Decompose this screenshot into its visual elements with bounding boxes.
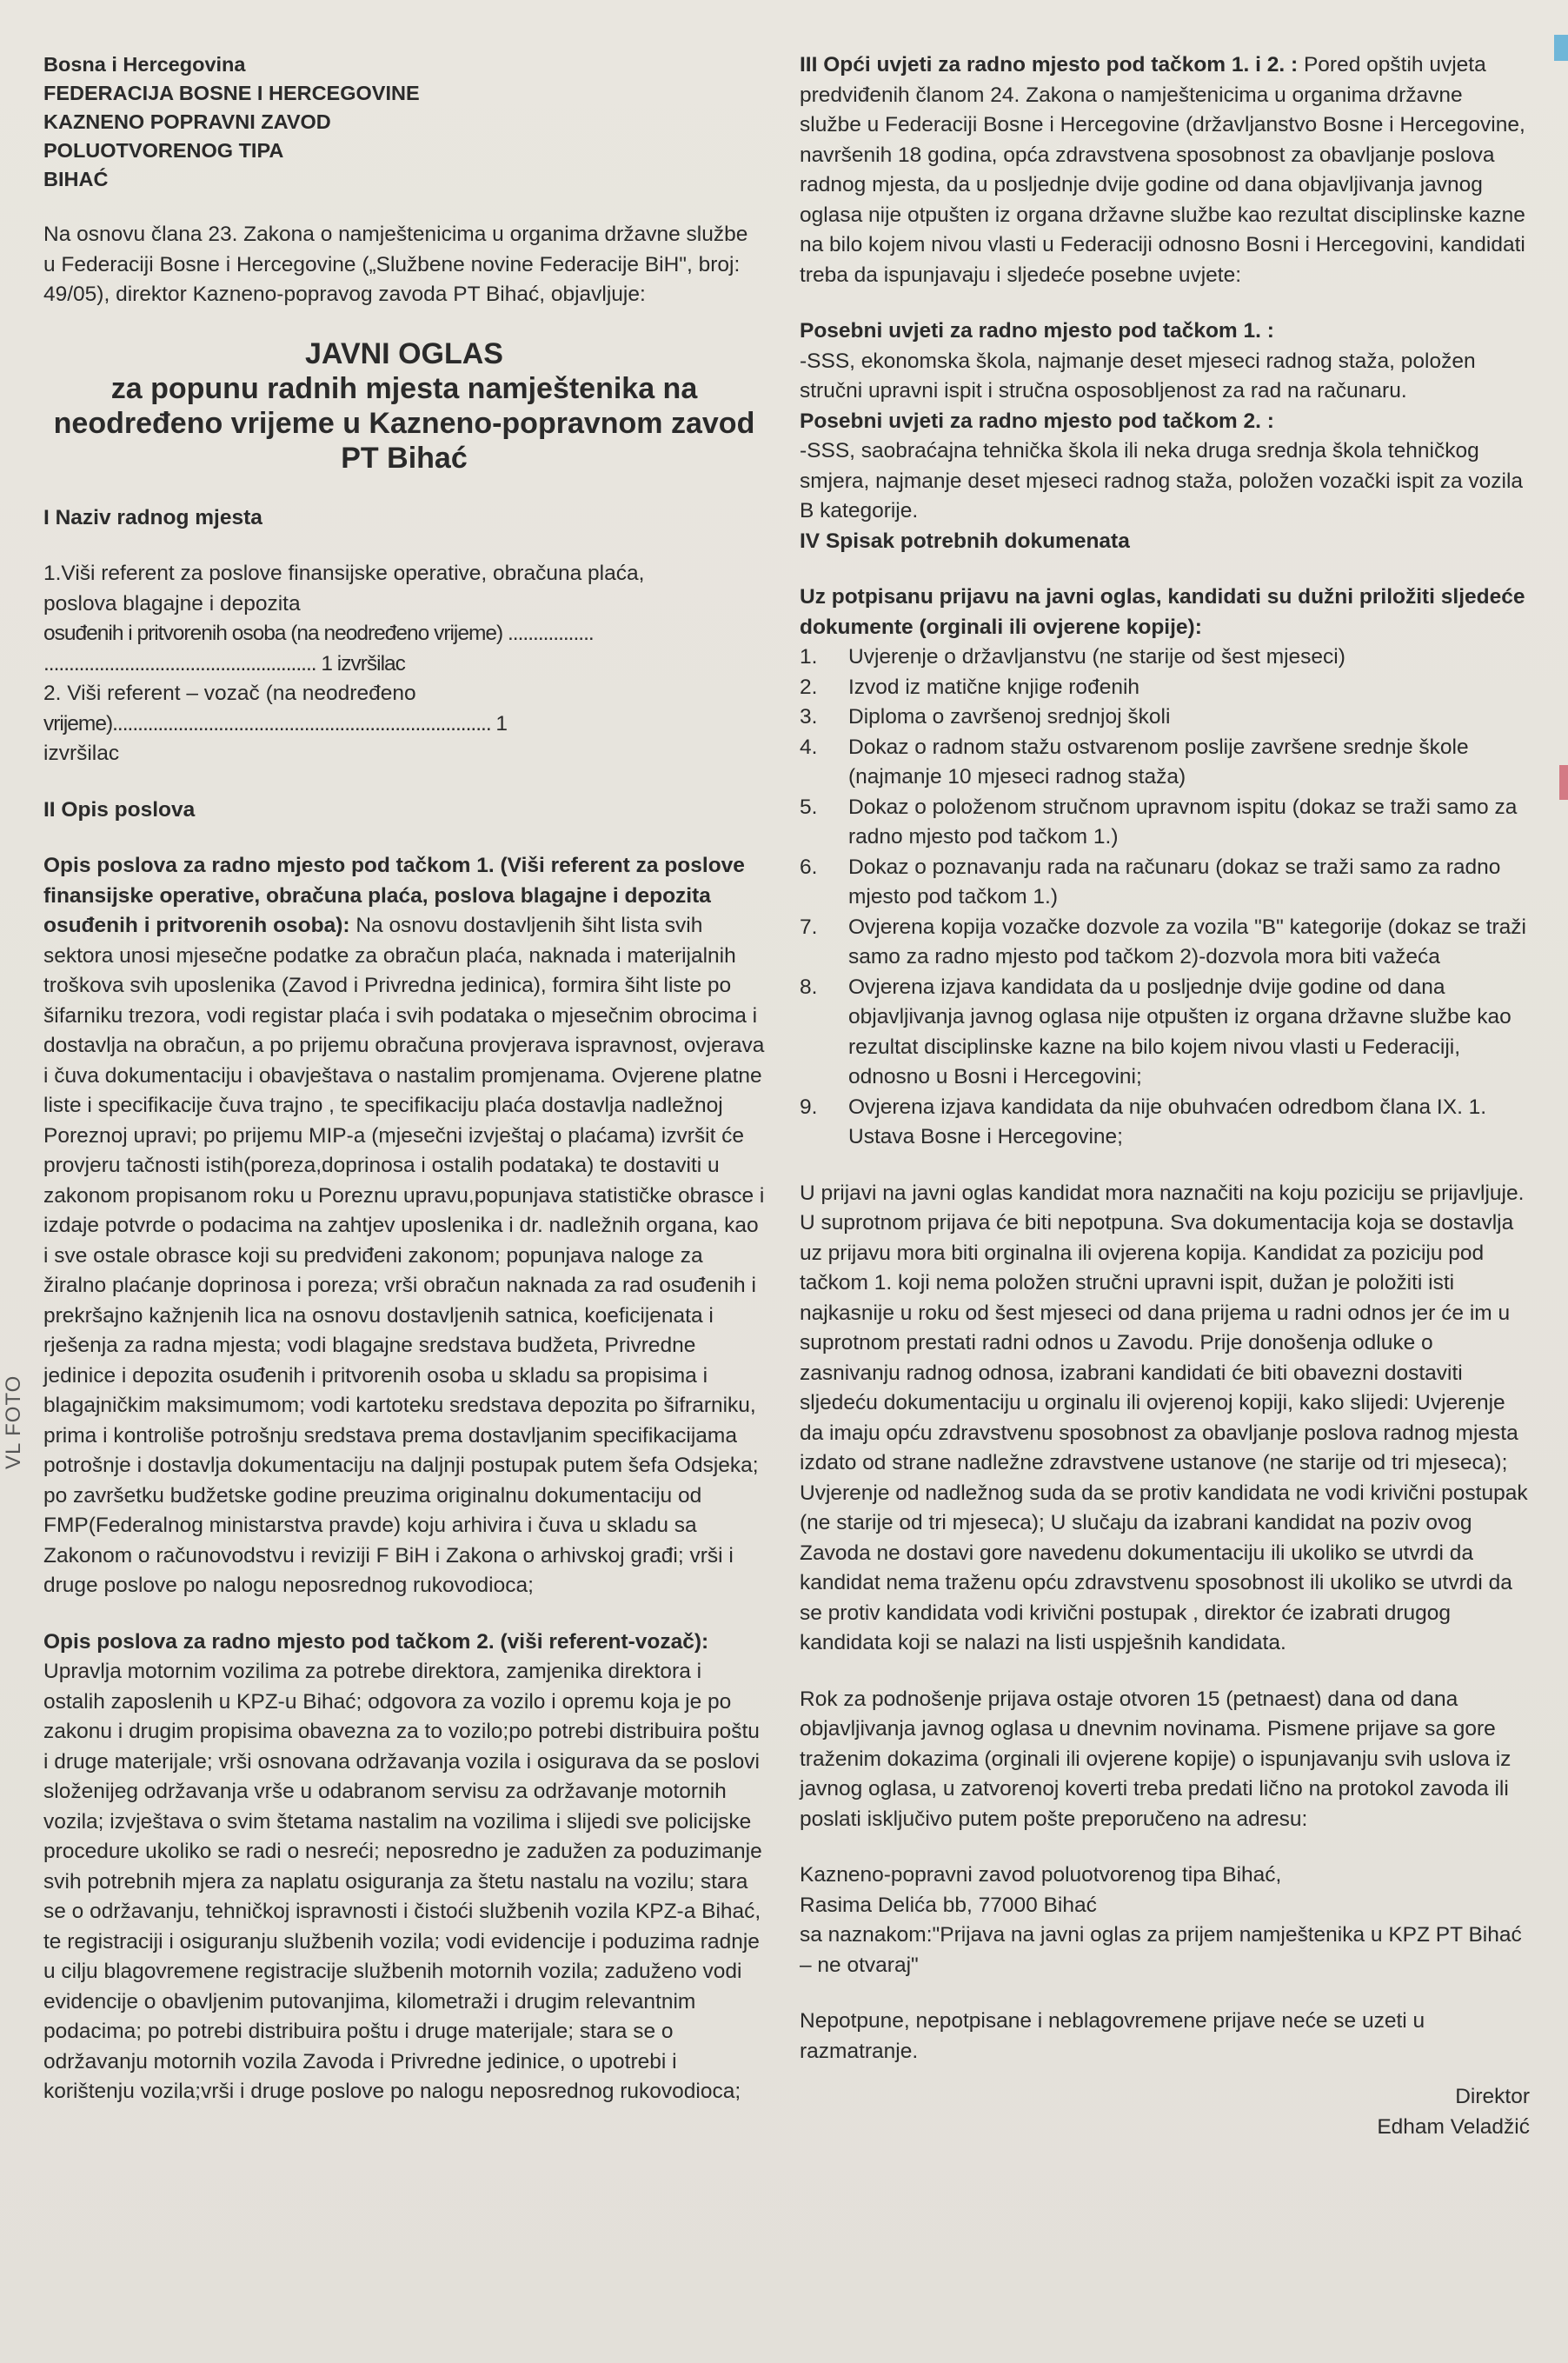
list-item: 5. Dokaz o položenom stručnom upravnom ispitu (dokaz se traži samo za radno mjesto pod tačkom 1.) (800, 795, 1518, 849)
org-line: BIHAĆ (43, 168, 109, 190)
section-heading: II Opis poslova (43, 797, 196, 822)
mailing-address (800, 1860, 1530, 1980)
special-conditions-text: -SSS, ekonomska škola, najmanje deset mjeseci radnog staža, položen stručni upravni ispit i stručna osposobljenost za rad na računaru. (800, 349, 1476, 403)
org-line: Bosna i Hercegovina (43, 53, 246, 76)
org-line: KAZNENO POPRAVNI ZAVOD (43, 110, 331, 133)
job-description-1 (43, 851, 765, 1601)
list-item: 1. Uvjerenje o državljanstvu (ne starije od šest mjeseci) (800, 645, 1345, 669)
section-heading: III Opći uvjeti za radno mjesto pod tačkom 1. i 2. : (800, 53, 1299, 77)
left-column (43, 50, 765, 2107)
special-conditions-heading: Posebni uvjeti za radno mjesto pod tačkom 2. : (800, 409, 1274, 433)
position-line: poslova blagajne i depozita (43, 591, 301, 616)
signature-block (800, 2082, 1530, 2142)
announcement-title (43, 336, 765, 476)
documents-list (800, 642, 1530, 1153)
org-line: POLUOTVORENOG TIPA (43, 139, 284, 162)
list-item: 8. Ovjerena izjava kandidata da u posljednje dvije godine od dana objavljivanja javnog oglasa nije otpušten iz organa državne službe kao rezultat disciplinske kazne na bilo kojem nivou vlasti u Federaciji, odnosno u Bosni i Hercegovini; (800, 975, 1512, 1088)
job-label: Opis poslova za radno mjesto pod tačkom 1. (Viši referent za poslove finansijske operative, obračuna plaća, poslova blagajne i depozita osuđenih i pritvorenih osoba): (43, 854, 745, 937)
position-line: 2. Viši referent – vozač (na neodređeno (43, 682, 416, 705)
edge-color-mark (1559, 765, 1568, 800)
intro-paragraph: Na osnovu člana 23. Zakona o namještenicima u organima državne službe u Federaciji Bosne i Hercegovine („Službene novine Federacije BiH", broj: 49/05), direktor Kazneno-popravog zavoda PT Bihać, objavljuje: (43, 223, 748, 306)
list-item: 9. Ovjerena izjava kandidata da nije obuhvaćen odredbom člana IX. 1. Ustava Bosne i Hercegovine; (800, 1095, 1487, 1148)
title-main: JAVNI OGLAS (305, 336, 503, 370)
position-1 (43, 559, 765, 679)
closing-paragraph: U prijavi na javni oglas kandidat mora naznačiti na koju poziciju se prijavljuje. U suprotnom prijava će biti nepotpuna. Sva dokumentacija koja se dostavlja uz prijavu mora biti orginalna ili ovjerena kopija. Kandidat za poziciju pod tačkom 1. koji nema položen stručni upravni ispit, dužan je položiti isti najkasnije u roku od šest mjeseci od dana prijema u radni odnos jer će im u suprotnom prestati radni odnos u Zavodu. Prije donošenja odluke o zasnivanju radnog odnosa, izabrani kandidati će biti obavezni dostaviti sljedeću dokumentaciju u orginalu ili ovjerenoj kopiji, kako slijedi: Uvjerenje da imaju opću zdravstvenu sposobnost za obavljanje poslova radnog mjesta izdato od strane nadležne zdravstvene ustanove (ne starije od tri mjeseca); Uvjerenje od nadležnog suda da se protiv kandidata ne vodi krivični postupak (ne starije od tri mjeseca); U slučaju da izabrani kandidat na poziv ovog Zavoda ne dostavi gore navedenu dokumentaciju ili ukoliko se utvrdi da kandidat nema traženu opću zdravstvenu sposobnost ili ukoliko se utvrdi da se protiv kandidata vodi krivični postupak , direktor će izabrati drugog kandidata koji se nalazi na listi uspješnih kandidata. (800, 1181, 1528, 1654)
edge-color-mark (1554, 35, 1568, 61)
list-item: 7. Ovjerena kopija vozačke dozvole za vozila "B" kategorije (dokaz se traži samo za radno mjesto pod tačkom 2)-dozvola mora biti važeća (800, 915, 1526, 968)
position-2 (43, 679, 765, 769)
address-line: Kazneno-popravni zavod poluotvorenog tipa Bihać, (800, 1863, 1282, 1887)
photo-credit: VL FOTO (2, 1375, 25, 1469)
position-line: osuđenih i pritvorenih osoba (na neodređeno vrijeme) ................. (43, 622, 594, 645)
signature-title: Direktor (1455, 2085, 1530, 2108)
list-item: 2. Izvod iz matične knjige rođenih (800, 675, 1140, 699)
signature-name: Edham Veladžić (1377, 2114, 1530, 2139)
job-label: Opis poslova za radno mjesto pod tačkom 2. (viši referent-vozač): (43, 1629, 709, 1654)
org-line: FEDERACIJA BOSNE I HERCEGOVINE (43, 82, 420, 104)
position-line: ...................................................... 1 izvršilac (43, 651, 405, 676)
organization-header (43, 50, 765, 194)
special-conditions-heading: Posebni uvjeti za radno mjesto pod tačkom 1. : (800, 319, 1274, 343)
special-conditions-text: -SSS, saobraćajna tehnička škola ili neka druga srednja škola tehničkog smjera, najmanje deset mjeseci radnog staža, položen vozački ispit za vozila B kategorije. (800, 439, 1524, 523)
list-item: 3. Diploma o završenoj srednjoj školi (800, 705, 1171, 729)
job-description-2 (43, 1627, 765, 2107)
documents-lead: Uz potpisanu prijavu na javni oglas, kandidati su dužni priložiti sljedeće dokumente (orginali ili ovjerene kopije): (800, 585, 1525, 639)
address-line: Rasima Delića bb, 77000 Bihać (800, 1893, 1097, 1917)
position-line: izvršilac (43, 742, 120, 765)
right-column (800, 50, 1530, 2142)
list-item: 6. Dokaz o poznavanju rada na računaru (dokaz se traži samo za radno mjesto pod tačkom 1.) (800, 855, 1501, 909)
position-line: 1.Viši referent za poslove finansijske operative, obračuna plaća, (43, 562, 645, 585)
section-heading: I Naziv radnog mjesta (43, 505, 262, 529)
job-text: Na osnovu dostavljenih šiht lista svih sektora unosi mjesečne podatke za obračun plaća, naknada i materijalnih troškova svih uposlenika (Zavod i Privredna jedinica), formira šiht liste po šifarniku trezora, vodi registar plaća i svih podataka o mjesečnim obrocima i dostavlja na obračun, a po prijemu obračuna provjerava ispravnost, ovjerava i čuva dokumentaciju i obavještava o nastalim promjenama. Ovjerene platne liste i specifikacije čuva trajno , te specifikaciju plaća dostavlja nadležnoj Poreznoj upravi; po prijemu MIP-a (mjesečni izvještaj o plaćama) izvršit će provjeru tačnosti istih(poreza,doprinosa i ostalih podataka) te dostaviti u zakonom propisanom roku u Poreznu upravu,popunjava statističke obrasce i izdaje potvrde o podacima na zahtjev uposlenika i dr. nadležnih organa, kao i sve ostale obrasce koji su predviđeni zakonom; popunjava naloge za žiralno plaćanje doprinosa i poreza; vrši obračun naknada za rad osuđenih i prekršajno kažnjenih lica na osnovu dostavljenih satnica, koeficijenata i rješenja za radna mjesta; vodi blagajne sredstava budžeta, Privredne jedinice i depozita osuđenih i pritvorenih osoba u skladu sa propisima i blagajničkim maksimumom; vodi kartoteku sredstava depozita po šifrarniku, prima i kontroliše potrošnju sredstava prema dostavljanim specifikacijama potrošnje i dostavlja dokumentaciju na daljnji postupak putem šefa Odsjeka; po završetku budžetske godine preuzima originalnu dokumentaciju od FMP(Federalnog ministarstva pravde) koju arhivira i čuva u skladu sa Zakonom o računovodstvu i reviziji F BiH i Zakona o arhivskoj građi; vrši i druge poslove po nalogu neposrednog rukovodioca; (43, 914, 765, 1597)
title-sub: za popunu radnih mjesta namještenika na neodređeno vrijeme u Kazneno-popravnom zavod PT Bihać (53, 371, 755, 475)
general-conditions-text: Pored opštih uvjeta predviđenih članom 24. Zakona o namještenicima u organima državne službe u Federaciji Bosne i Hercegovine (državljanstvo Bosne i Hercegovine, navršenih 18 godina, opća zdravstvena sposobnost za obavljanje poslova radnog mjesta, da u posljednje dvije godine od dana objavljivanja javnog oglasa nije otpušten iz organa državne službe kao rezultat disciplinske kazne na bilo kojem nivou vlasti u Federaciji odnosno Bosni i Hercegovini, kandidati treba da ispunjavaju i sljedeće posebne uvjete: (800, 53, 1525, 287)
list-item: 4. Dokaz o radnom stažu ostvarenom poslije završene srednje škole (najmanje 10 mjeseci radnog staža) (800, 735, 1469, 789)
section-heading: IV Spisak potrebnih dokumenata (800, 529, 1130, 553)
rejection-note: Nepotpune, nepotpisane i neblagovremene prijave neće se uzeti u razmatranje. (800, 2009, 1425, 2063)
job-text: Upravlja motornim vozilima za potrebe direktora, zamjenika direktora i ostalih zaposlenih u KPZ-u Bihać; odgovora za vozilo i opremu koja je po zakonu i drugim propisima obavezna za to vozilo;po potrebi distribuira poštu i druge materijale; vrši osnovana održavanja vozila i osigurava da se poslovi složenijeg održavanja vrše u odabranom servisu za održavanje motornih vozila; izvještava o svim štetama nastalim na vozilima i slijedi sve policijske procedure ukoliko se radi o nesreći; neposredno je zadužen za poduzimanje svih potrebnih mjera za naplatu osiguranja za štetu nastalu na vozilu; stara se o održavanju, tehničkoj ispravnosti i čistoći službenih vozila KPZ-a Bihać, te registraciji i osiguranju službenih vozila; vodi evidencije i poduzima radnje u cilju blagovremene registracije službenih motornih vozila; zaduženo vodi evidencije o obavljenim putovanjima, kilometraži i drugim relevantnim podacima; po potrebi distribuira poštu i druge materijale; stara se o održavanju motornih vozila Zavoda i Privredne jedinice, o upotrebi i korištenju vozila;vrši i druge poslove po nalogu neposrednog rukovodioca; (43, 1660, 762, 2103)
general-conditions (800, 50, 1530, 290)
position-line: vrijeme)........................................................................... 1 (43, 711, 508, 736)
address-line: sa naznakom:"Prijava na javni oglas za prijem namještenika u KPZ PT Bihać – ne otvaraj" (800, 1923, 1522, 1977)
deadline-paragraph: Rok za podnošenje prijava ostaje otvoren 15 (petnaest) dana od dana objavljivanja javnog oglasa u dnevnim novinama. Pismene prijave sa gore traženim dokazima (orginali ili ovjerene kopije) o ispunjavanju svih uslova iz javnog oglasa, u zatvorenoj koverti treba predati lično na protokol zavoda ili poslati isključivo putem pošte preporučeno na adresu: (800, 1687, 1512, 1831)
